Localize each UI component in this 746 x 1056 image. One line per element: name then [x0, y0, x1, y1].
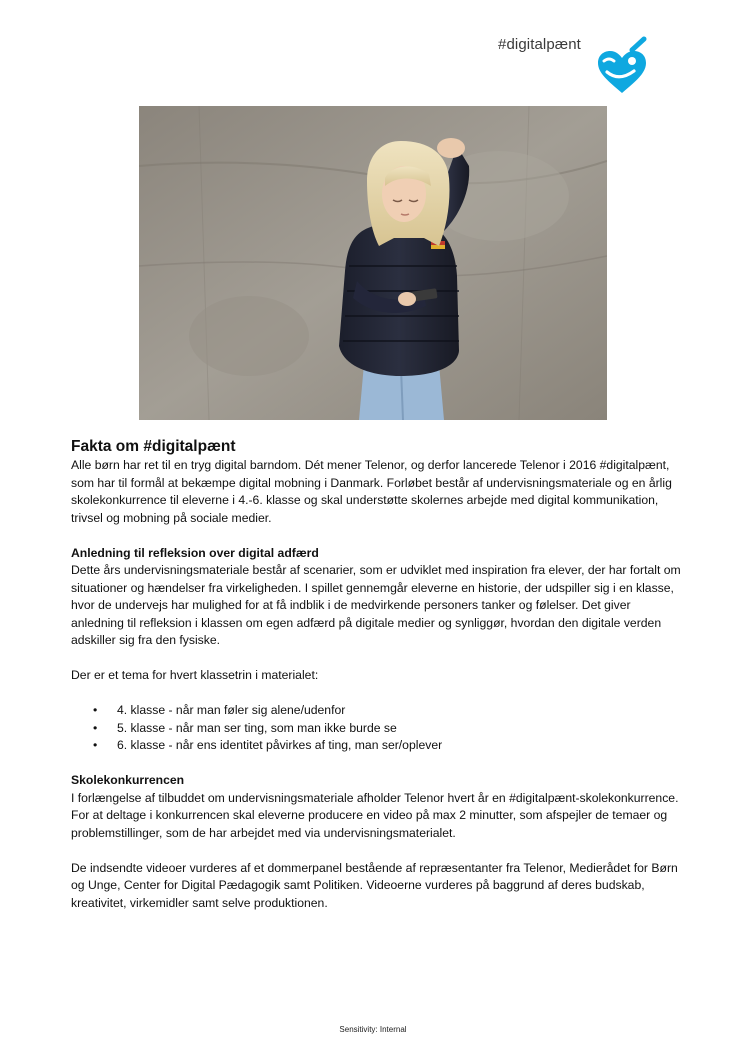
list-item: • 6. klasse - når ens identitet påvirkes af ting, man ser/oplever: [117, 737, 683, 755]
list-item: • 5. klasse - når man ser ting, som man ikke burde se: [117, 720, 683, 738]
jury-paragraph: De indsendte videoer vurderes af et dommerpanel bestående af repræsentanter fra Telenor, Medierådet for Børn og Unge, Center for Digital Pædagogik samt Politiken. Videoerne vurderes på baggrund af deres budskab, kreativitet, virkemidler samt selve produktionen.: [71, 860, 678, 910]
section-heading-competition: Skolekonkurrencen: [71, 773, 185, 787]
competition-paragraph: I forlængelse af tilbuddet om undervisningsmateriale afholder Telenor hvert år en #digitalpænt-skolekonkurrence. For at deltage i konkurrencen skal eleverne producere en video på max 2 minutter, som afspejler de temaer og problemstillinger, som de har arbejdet med via undervisningsmaterialet.: [71, 790, 679, 840]
section-heading-reflection: Anledning til refleksion over digital adfærd: [71, 545, 319, 560]
themes-intro: Der er et tema for hvert klassetrin i materialet:: [71, 668, 319, 682]
brand-header: [498, 36, 581, 53]
girl-with-phone-photo: [139, 106, 607, 420]
themes-list: [71, 702, 683, 755]
article: [71, 437, 683, 912]
brand-hashtag: #digitalpænt: [498, 36, 581, 53]
article-title: Fakta om #digitalpænt: [71, 438, 236, 455]
list-item: • 4. klasse - når man føler sig alene/udenfor: [117, 702, 683, 720]
heart-smile-icon: [592, 36, 652, 96]
reflection-paragraph: Dette års undervisningsmateriale består af scenarier, som er udviklet med inspiration fra elever, der har fortalt om situationer og hændelser fra virkeligheden. I spillet gennemgår eleverne en historie, der udspiller sig i en klasse, hvor de undervejs har mulighed for at få indblik i de medvirkende personers tanker og følelser. Det giver anledning til refleksion i klassen om egen adfærd på digitale medier og synliggør, hvordan den digitale verden adskiller sig fra den fysiske.: [71, 563, 681, 647]
intro-paragraph: Alle børn har ret til en tryg digital barndom. Dét mener Telenor, og derfor lancerede Telenor i 2016 #digitalpænt, som har til formål at bekæmpe digital mobning i Danmark. Forløbet består af undervisningsmateriale og en årlig skolekonkurrence til eleverne i 4.-6. klasse og skal understøtte skolernes arbejde med digital kommunikation, trivsel og mobning på sociale medier.: [71, 458, 672, 525]
sensitivity-label: Sensitivity: Internal: [339, 1025, 407, 1034]
